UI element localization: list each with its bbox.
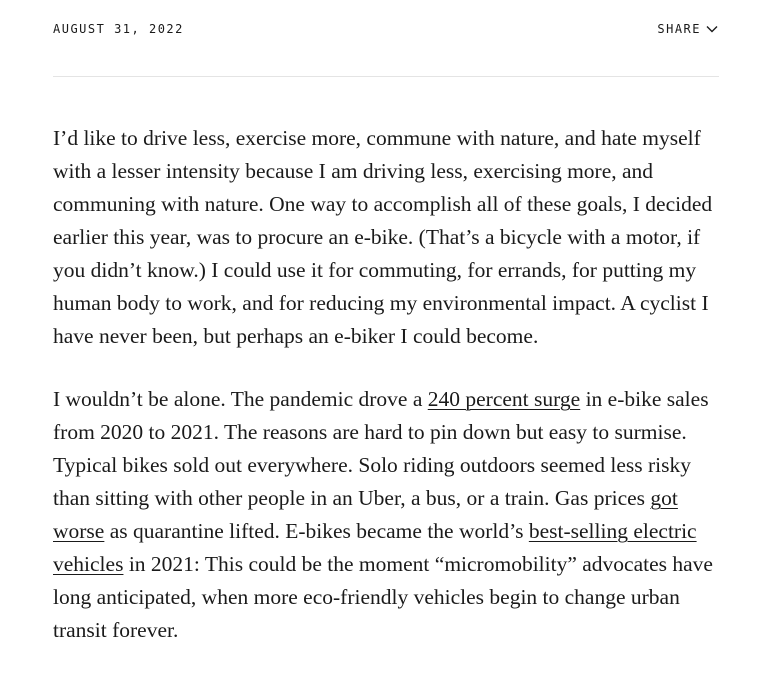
paragraph-2-text-2: in e-bike sales from 2020 to 2021. The reasons are hard to pin down but easy to surmise. Typical bikes sold out everywhere. Solo riding outdoors seemed less risky than sitting with other people in an Uber, a bus, or a train. Gas prices xyxy=(53,387,709,510)
paragraph-2 xyxy=(53,383,733,647)
paragraph-1: I’d like to drive less, exercise more, commune with nature, and hate myself with a lesser intensity because I am driving less, exercising more, and communing with nature. One way to accomplish all of these goals, I decided earlier this year, was to procure an e-bike. (That’s a bicycle with a motor, if you didn’t know.) I could use it for commuting, for errands, for putting my human body to work, and for reducing my environmental impact. A cyclist I have never been, but perhaps an e-biker I could become. xyxy=(53,126,713,348)
article-meta-bar xyxy=(53,0,719,77)
paragraph-2-text-3: as quarantine lifted. E-bikes became the world’s xyxy=(104,519,529,543)
chevron-down-icon xyxy=(706,25,718,33)
link-got-worse[interactable]: got worse xyxy=(53,486,678,543)
share-label: SHARE xyxy=(657,22,701,36)
article-body xyxy=(53,122,733,677)
paragraph-2-text-4: in 2021: This could be the moment “micromobility” advocates have long anticipated, when more eco-friendly vehicles begin to change urban transit forever. xyxy=(53,552,713,642)
share-button[interactable] xyxy=(657,22,718,36)
link-best-selling-electric-vehicles[interactable]: best-selling electric vehicles xyxy=(53,519,697,576)
publish-date: AUGUST 31, 2022 xyxy=(53,22,184,36)
paragraph-2-text-1: I wouldn’t be alone. The pandemic drove a xyxy=(53,387,428,411)
link-240-percent-surge[interactable]: 240 percent surge xyxy=(427,387,581,411)
article xyxy=(53,0,719,642)
